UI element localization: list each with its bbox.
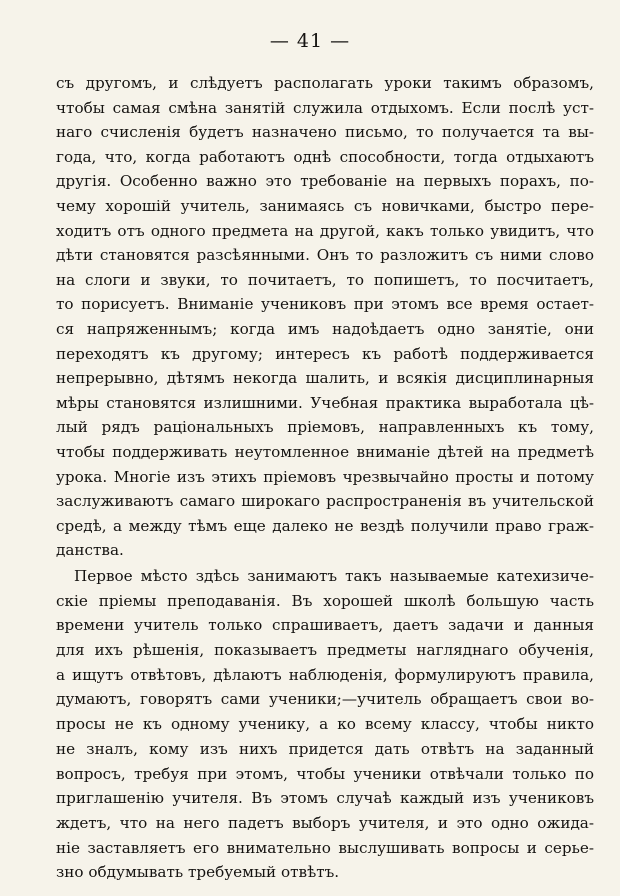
text-line: просы не къ одному ученику, а ко всему классу, чтобы никто xyxy=(56,715,594,734)
text-line: года, что, когда работаютъ однѣ способности, тогда отдыхаютъ xyxy=(56,147,594,166)
text-line: непрерывно, дѣтямъ некогда шалить, и всякія дисциплинарныя xyxy=(56,369,594,388)
text-line: ждетъ, что на него падетъ выборъ учителя, и это одно ожида- xyxy=(56,813,594,832)
text-line: съ другомъ, и слѣдуетъ располагать уроки такимъ образомъ, xyxy=(56,74,594,92)
text-line: чтобы поддерживать неутомленное вниманіе дѣтей на предметѣ xyxy=(56,442,594,461)
text-line: лый рядъ раціональныхъ пріемовъ, направленныхъ къ тому, xyxy=(56,418,594,437)
text-line: думаютъ, говорятъ сами ученики;—учитель обращаетъ свои во- xyxy=(56,690,594,709)
page-number: — 41 — xyxy=(269,30,351,52)
text-line: Первое мѣсто здѣсь занимаютъ такъ называемые катехизиче- xyxy=(74,567,594,585)
text-line: заслуживаютъ самаго широкаго распространенія въ учительской xyxy=(56,492,594,511)
text-line: а ищутъ отвѣтовъ, дѣлаютъ наблюденія, формулируютъ правила, xyxy=(56,665,594,684)
text-line: скіе пріемы преподаванія. Въ хорошей школѣ большую часть xyxy=(56,591,594,610)
text-line: ходитъ отъ одного предмета на другой, какъ только увидитъ, что xyxy=(56,221,594,240)
text-line: урока. Многіе изъ этихъ пріемовъ чрезвычайно просты и потому xyxy=(56,467,594,486)
text-line: чему хорошій учитель, занимаясь съ новичками, быстро пере- xyxy=(56,196,594,215)
text-line: для ихъ рѣшенія, показываетъ предметы нагляднаго обученія, xyxy=(56,641,594,660)
paragraph-1 xyxy=(56,71,594,563)
text-line: дѣти становятся разсѣянными. Онъ то разложитъ съ ними слово xyxy=(56,246,594,265)
text-line: не зналъ, кому изъ нихъ придется дать отвѣтъ на заданный xyxy=(56,739,594,758)
text-line: другія. Особенно важно это требованіе на первыхъ порахъ, по- xyxy=(56,172,594,191)
text-line: вопросъ, требуя при этомъ, чтобы ученики отвѣчали только по xyxy=(56,764,594,783)
text-line: времени учитель только спрашиваетъ, даетъ задачи и данныя xyxy=(56,616,594,635)
text-line: данства. xyxy=(56,541,124,560)
text-line: приглашенію учителя. Въ этомъ случаѣ каждый изъ учениковъ xyxy=(56,789,594,808)
text-line: переходятъ къ другому; интересъ къ работѣ поддерживается xyxy=(56,344,594,363)
paragraph-2 xyxy=(56,564,594,885)
text-line: на слоги и звуки, то почитаетъ, то попишетъ, то посчитаетъ, xyxy=(56,270,594,289)
text-line: наго счисленія будетъ назначено письмо, то получается та вы- xyxy=(56,123,594,142)
text-line: то порисуетъ. Вниманіе учениковъ при этомъ все время остает- xyxy=(56,295,594,314)
text-line: зно обдумывать требуемый отвѣтъ. xyxy=(56,863,340,882)
text-line: чтобы самая смѣна занятій служила отдыхомъ. Если послѣ уст- xyxy=(56,98,594,117)
text-line: средѣ, а между тѣмъ еще далеко не вездѣ получили право граж- xyxy=(56,516,594,535)
text-line: ся напряженнымъ; когда имъ надоѣдаетъ одно занятіе, они xyxy=(56,319,594,338)
text-line: мѣры становятся излишними. Учебная практика выработала цѣ- xyxy=(56,393,594,412)
text-line: ніе заставляетъ его внимательно выслушивать вопросы и серье- xyxy=(56,838,594,857)
